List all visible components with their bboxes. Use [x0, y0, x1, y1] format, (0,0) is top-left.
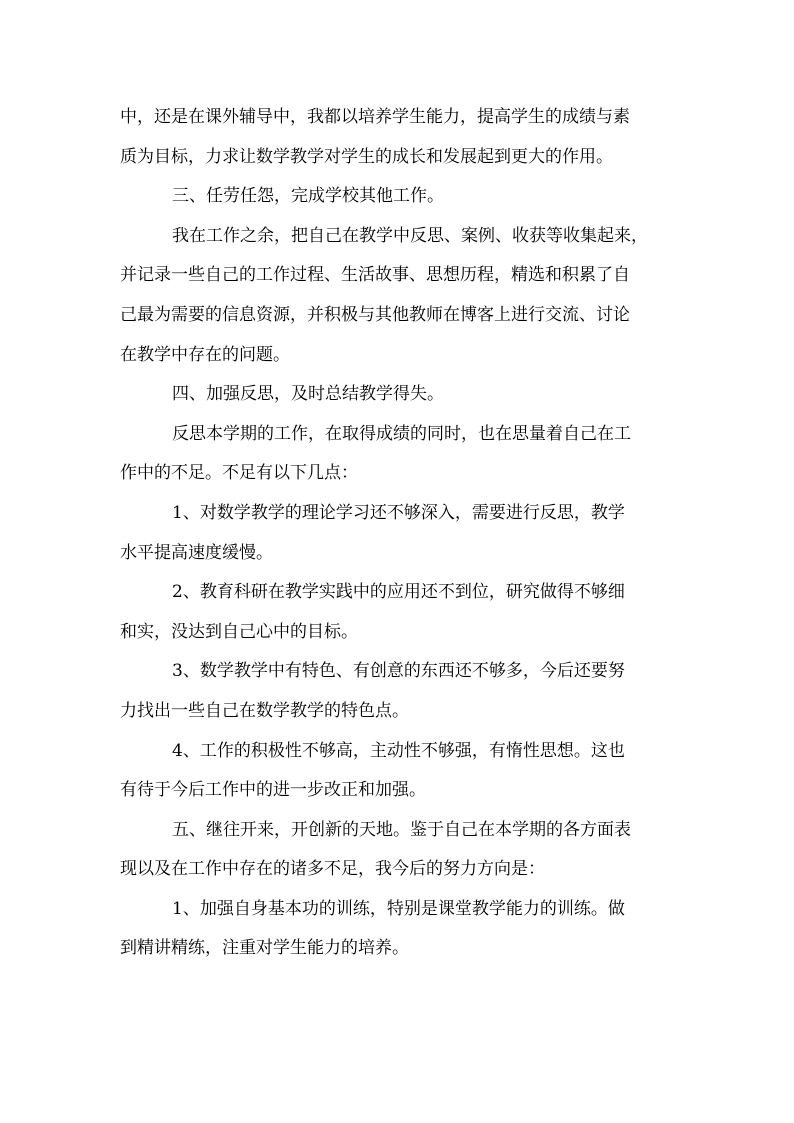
- section-heading: 五、继往开来，开创新的天地。鉴于自己在本学期的各方面表: [172, 819, 631, 840]
- list-item-line: 4、工作的积极性不够高，主动性不够强，有惰性思想。这也: [172, 740, 625, 761]
- list-item-line: 2、教育科研在教学实践中的应用还不到位，研究做得不够细: [172, 582, 625, 603]
- document-body: [120, 98, 676, 969]
- text-line: 在教学中存在的问题。: [120, 344, 290, 365]
- list-item-line: 到精讲精练，注重对学生能力的培养。: [120, 938, 409, 959]
- text-line: 中，还是在课外辅导中，我都以培养学生能力，提高学生的成绩与素: [120, 107, 630, 127]
- section-heading: 四、加强反思，及时总结教学得失。: [172, 384, 444, 405]
- text-line: 质为目标，力求让数学教学对学生的成长和发展起到更大的作用。: [120, 146, 613, 167]
- text-line: 己最为需要的信息资源，并积极与其他教师在博客上进行交流、讨论: [120, 304, 630, 325]
- list-item-line: 3、数学教学中有特色、有创意的东西还不够多，今后还要努: [172, 661, 625, 682]
- text-line: 我在工作之余，把自己在教学中反思、案例、收获等收集起来，: [172, 225, 648, 246]
- text-line: 现以及在工作中存在的诸多不足，我今后的努力方向是：: [120, 859, 545, 880]
- list-item-line: 1、加强自身基本功的训练，特别是课堂教学能力的训练。做: [172, 898, 625, 919]
- list-item-line: 水平提高速度缓慢。: [120, 542, 273, 563]
- section-heading: 三、任劳任怨，完成学校其他工作。: [172, 186, 444, 207]
- text-line: 并记录一些自己的工作过程、生活故事、思想历程，精选和积累了自: [120, 265, 630, 286]
- list-item-line: 和实，没达到自己心中的目标。: [120, 621, 358, 642]
- list-item-line: 力找出一些自己在数学教学的特色点。: [120, 700, 409, 721]
- list-item-line: 1、对数学教学的理论学习还不够深入，需要进行反思，教学: [172, 502, 625, 523]
- text-line: 作中的不足。不足有以下几点：: [120, 463, 358, 484]
- text-line: 反思本学期的工作，在取得成绩的同时，也在思量着自己在工: [172, 423, 631, 444]
- list-item-line: 有待于今后工作中的进一步改正和加强。: [120, 780, 426, 801]
